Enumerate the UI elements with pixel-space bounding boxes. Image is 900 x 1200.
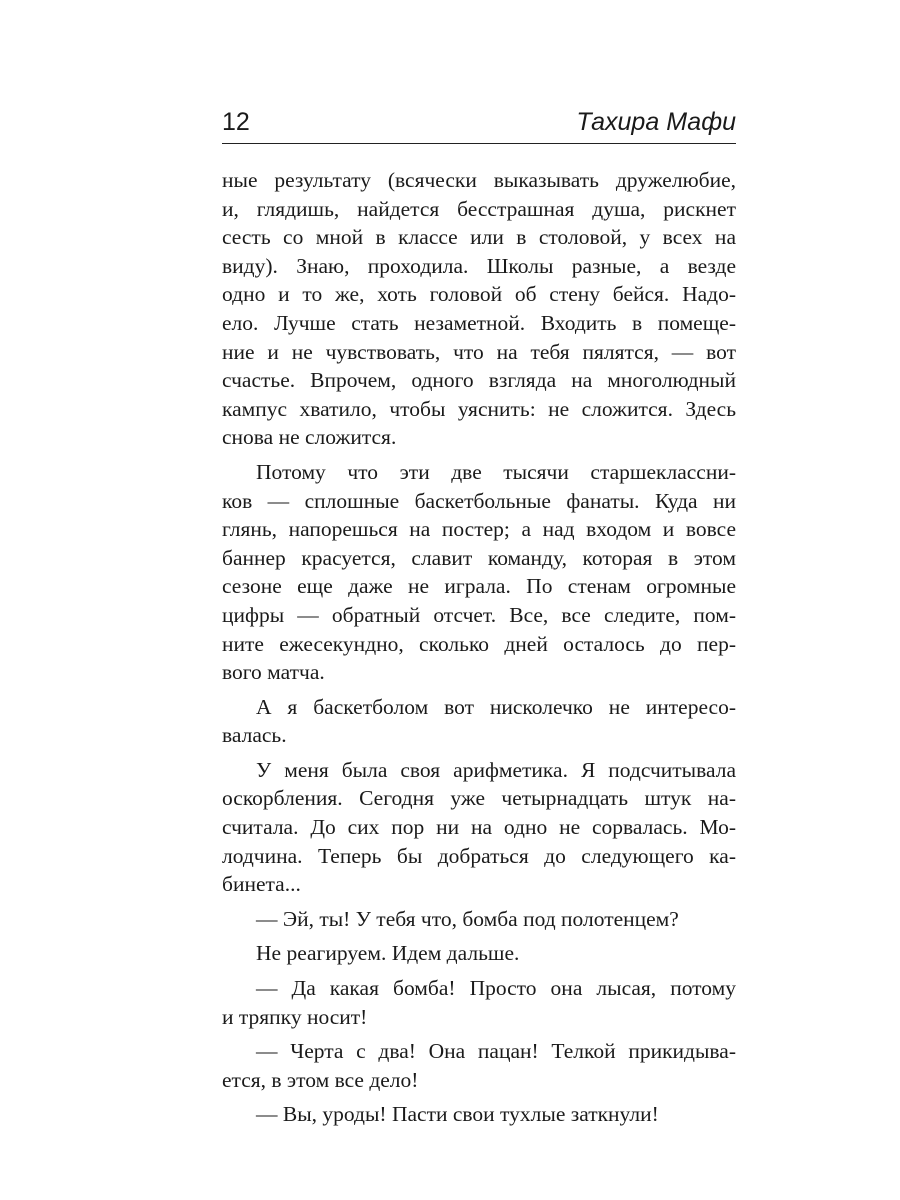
paragraph bbox=[222, 939, 736, 968]
paragraph bbox=[222, 1100, 736, 1129]
paragraph bbox=[222, 693, 736, 750]
text-line: ните ежесекундно, сколько дней осталось до пер- bbox=[222, 631, 736, 656]
text-line: У меня была своя арифметика. Я подсчитывала bbox=[256, 757, 736, 782]
text-line: и, глядишь, найдется бесстрашная душа, рискнет bbox=[222, 196, 736, 221]
text-line: ело. Лучше стать незаметной. Входить в помеще- bbox=[222, 310, 736, 335]
text-line: ков — сплошные баскетбольные фанаты. Куда ни bbox=[222, 488, 736, 513]
page-header bbox=[222, 106, 736, 144]
text-line: счастье. Впрочем, одного взгляда на многолюдный bbox=[222, 368, 736, 393]
text-line: лодчина. Теперь бы добраться до следующего ка- bbox=[222, 843, 736, 868]
paragraph bbox=[222, 1037, 736, 1094]
text-line: кампус хватило, чтобы уяснить: не сложится. Здесь bbox=[222, 396, 736, 421]
text-line: валась. bbox=[222, 723, 287, 748]
text-line: — Эй, ты! У тебя что, бомба под полотенцем? bbox=[256, 906, 679, 931]
text-line: Не реагируем. Идем дальше. bbox=[256, 941, 520, 966]
text-line: бинета... bbox=[222, 872, 301, 897]
text-line: ние и не чувствовать, что на тебя пялятся, — вот bbox=[222, 339, 736, 364]
text-line: — Да какая бомба! Просто она лысая, потому bbox=[256, 976, 736, 1001]
text-line: ные результату (всячески выказывать дружелюбие, bbox=[222, 168, 736, 192]
text-line: виду). Знаю, проходила. Школы разные, а везде bbox=[222, 253, 736, 278]
text-line: ется, в этом все дело! bbox=[222, 1067, 419, 1092]
text-line: цифры — обратный отсчет. Все, все следите, пом- bbox=[222, 602, 736, 627]
text-line: глянь, напорешься на постер; а над входом и вовсе bbox=[222, 517, 736, 542]
text-line: и тряпку носит! bbox=[222, 1004, 368, 1029]
text-line: оскорбления. Сегодня уже четырнадцать штук на- bbox=[222, 786, 736, 811]
text-line: А я баскетболом вот нисколечко не интересо- bbox=[256, 694, 736, 719]
running-title: Тахира Мафи bbox=[576, 108, 736, 136]
paragraph bbox=[222, 166, 736, 452]
paragraph bbox=[222, 756, 736, 899]
body-text bbox=[222, 166, 736, 1135]
text-line: баннер красуется, славит команду, которая в этом bbox=[222, 545, 736, 570]
text-line: — Вы, уроды! Пасти свои тухлые заткнули! bbox=[256, 1102, 659, 1127]
text-line: Потому что эти две тысячи старшеклассни- bbox=[256, 459, 736, 484]
paragraph bbox=[222, 905, 736, 934]
text-line: сезоне еще даже не играла. По стенам огромные bbox=[222, 574, 736, 599]
text-line: — Черта с два! Она пацан! Телкой прикидыва- bbox=[256, 1039, 736, 1064]
text-line: одно и то же, хоть головой об стену бейся. Надо- bbox=[222, 282, 736, 307]
page-number: 12 bbox=[222, 108, 250, 136]
text-line: считала. До сих пор ни на одно не сорвалась. Мо- bbox=[222, 815, 736, 840]
text-line: сесть со мной в классе или в столовой, у всех на bbox=[222, 225, 736, 250]
text-line: снова не сложится. bbox=[222, 425, 397, 450]
header-rule bbox=[222, 143, 736, 144]
paragraph bbox=[222, 974, 736, 1031]
text-line: вого матча. bbox=[222, 660, 325, 685]
paragraph bbox=[222, 458, 736, 687]
